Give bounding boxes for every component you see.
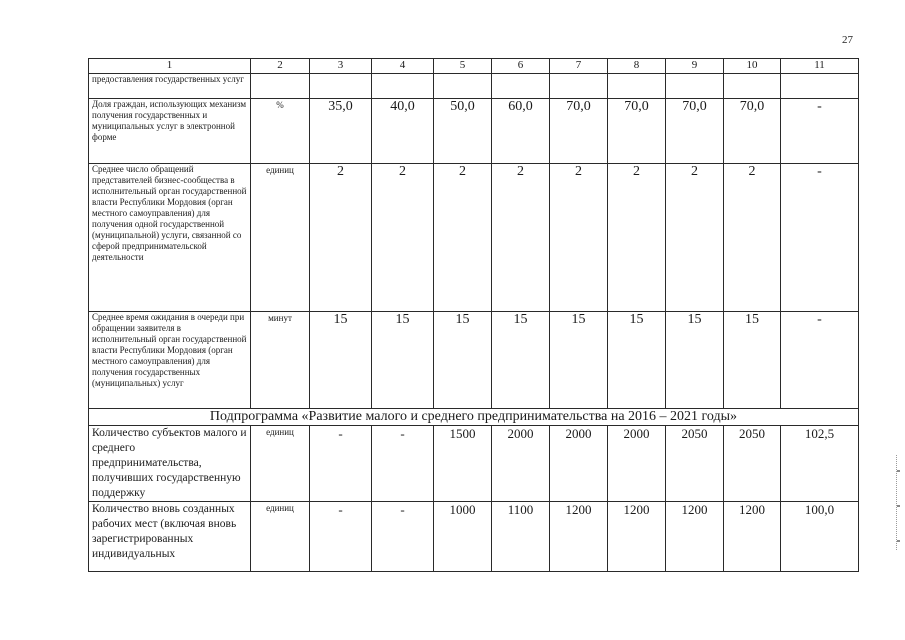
value-cell: 1200 [666,502,724,572]
value-cell: 1200 [608,502,666,572]
header-cell: 1 [89,59,251,74]
indicator-name: Среднее число обращений представителей бизнес-сообщества в исполнительный орган государственной власти Республики Мордовия (орган местного самоуправления) для получения одной государственной (муниципальной) услуги, связанной со сферой предпринимательской деятельности [89,164,251,312]
value-cell [781,74,859,99]
value-cell: 2000 [550,426,608,502]
value-cell: 15 [550,312,608,409]
table-row [89,312,859,409]
value-cell: - [781,312,859,409]
scan-edge-tick [897,505,900,507]
indicator-name: Среднее время ожидания в очереди при обращении заявителя в исполнительный орган государственной власти Республики Мордовия (орган местного самоуправления) для получения государственных (муниципальных) услуг [89,312,251,409]
value-cell: 35,0 [310,99,372,164]
value-cell: - [781,99,859,164]
value-cell: 1000 [434,502,492,572]
value-cell: - [781,164,859,312]
value-cell [372,74,434,99]
value-cell: - [372,426,434,502]
value-cell: 1200 [724,502,781,572]
header-cell: 5 [434,59,492,74]
value-cell: 2000 [608,426,666,502]
value-cell [724,74,781,99]
indicator-unit: % [251,99,310,164]
value-cell: 70,0 [550,99,608,164]
table-row [89,502,859,572]
scan-edge-tick [897,540,900,542]
value-cell: 70,0 [608,99,666,164]
indicator-unit [251,74,310,99]
header-row [89,59,859,74]
value-cell: 70,0 [724,99,781,164]
value-cell [492,74,550,99]
value-cell [550,74,608,99]
table-row [89,74,859,99]
indicator-name: предоставления государственных услуг [89,74,251,99]
value-cell: 2050 [724,426,781,502]
value-cell: 2 [372,164,434,312]
value-cell: 15 [492,312,550,409]
value-cell: - [310,502,372,572]
value-cell: 1200 [550,502,608,572]
value-cell: 2 [310,164,372,312]
value-cell: - [372,502,434,572]
header-cell: 6 [492,59,550,74]
value-cell: 100,0 [781,502,859,572]
value-cell: 1500 [434,426,492,502]
page-number: 27 [842,34,853,46]
indicator-name: Количество субъектов малого и среднего предпринимательства, получивших государственную поддержку [89,426,251,502]
value-cell: 2 [492,164,550,312]
value-cell [666,74,724,99]
value-cell: 2 [434,164,492,312]
subprogram-row [89,409,859,426]
header-cell: 8 [608,59,666,74]
indicators-table [88,58,859,572]
value-cell: 1100 [492,502,550,572]
subprogram-title: Подпрограмма «Развитие малого и среднего предпринимательства на 2016 – 2021 годы» [89,409,859,426]
value-cell: 2000 [492,426,550,502]
value-cell: 15 [666,312,724,409]
value-cell: 2 [550,164,608,312]
indicator-name: Доля граждан, использующих механизм получения государственных и муниципальных услуг в электронной форме [89,99,251,164]
header-cell: 7 [550,59,608,74]
header-cell: 10 [724,59,781,74]
scan-edge-tick [897,470,900,472]
table-row [89,164,859,312]
indicator-unit: единиц [251,164,310,312]
value-cell: 15 [310,312,372,409]
header-cell: 4 [372,59,434,74]
header-cell: 3 [310,59,372,74]
value-cell: 2050 [666,426,724,502]
value-cell: 70,0 [666,99,724,164]
value-cell: 15 [724,312,781,409]
value-cell: 2 [608,164,666,312]
indicator-name: Количество вновь созданных рабочих мест (включая вновь зарегистрированных индивидуальных [89,502,251,572]
value-cell [608,74,666,99]
indicator-unit: минут [251,312,310,409]
header-cell: 9 [666,59,724,74]
value-cell [310,74,372,99]
value-cell: - [310,426,372,502]
table-row [89,426,859,502]
value-cell: 40,0 [372,99,434,164]
indicator-unit: единиц [251,426,310,502]
value-cell: 15 [608,312,666,409]
value-cell: 15 [372,312,434,409]
table-row [89,99,859,164]
value-cell: 2 [724,164,781,312]
value-cell: 15 [434,312,492,409]
header-cell: 2 [251,59,310,74]
header-cell: 11 [781,59,859,74]
value-cell [434,74,492,99]
value-cell: 102,5 [781,426,859,502]
value-cell: 60,0 [492,99,550,164]
value-cell: 2 [666,164,724,312]
value-cell: 50,0 [434,99,492,164]
indicator-unit: единиц [251,502,310,572]
